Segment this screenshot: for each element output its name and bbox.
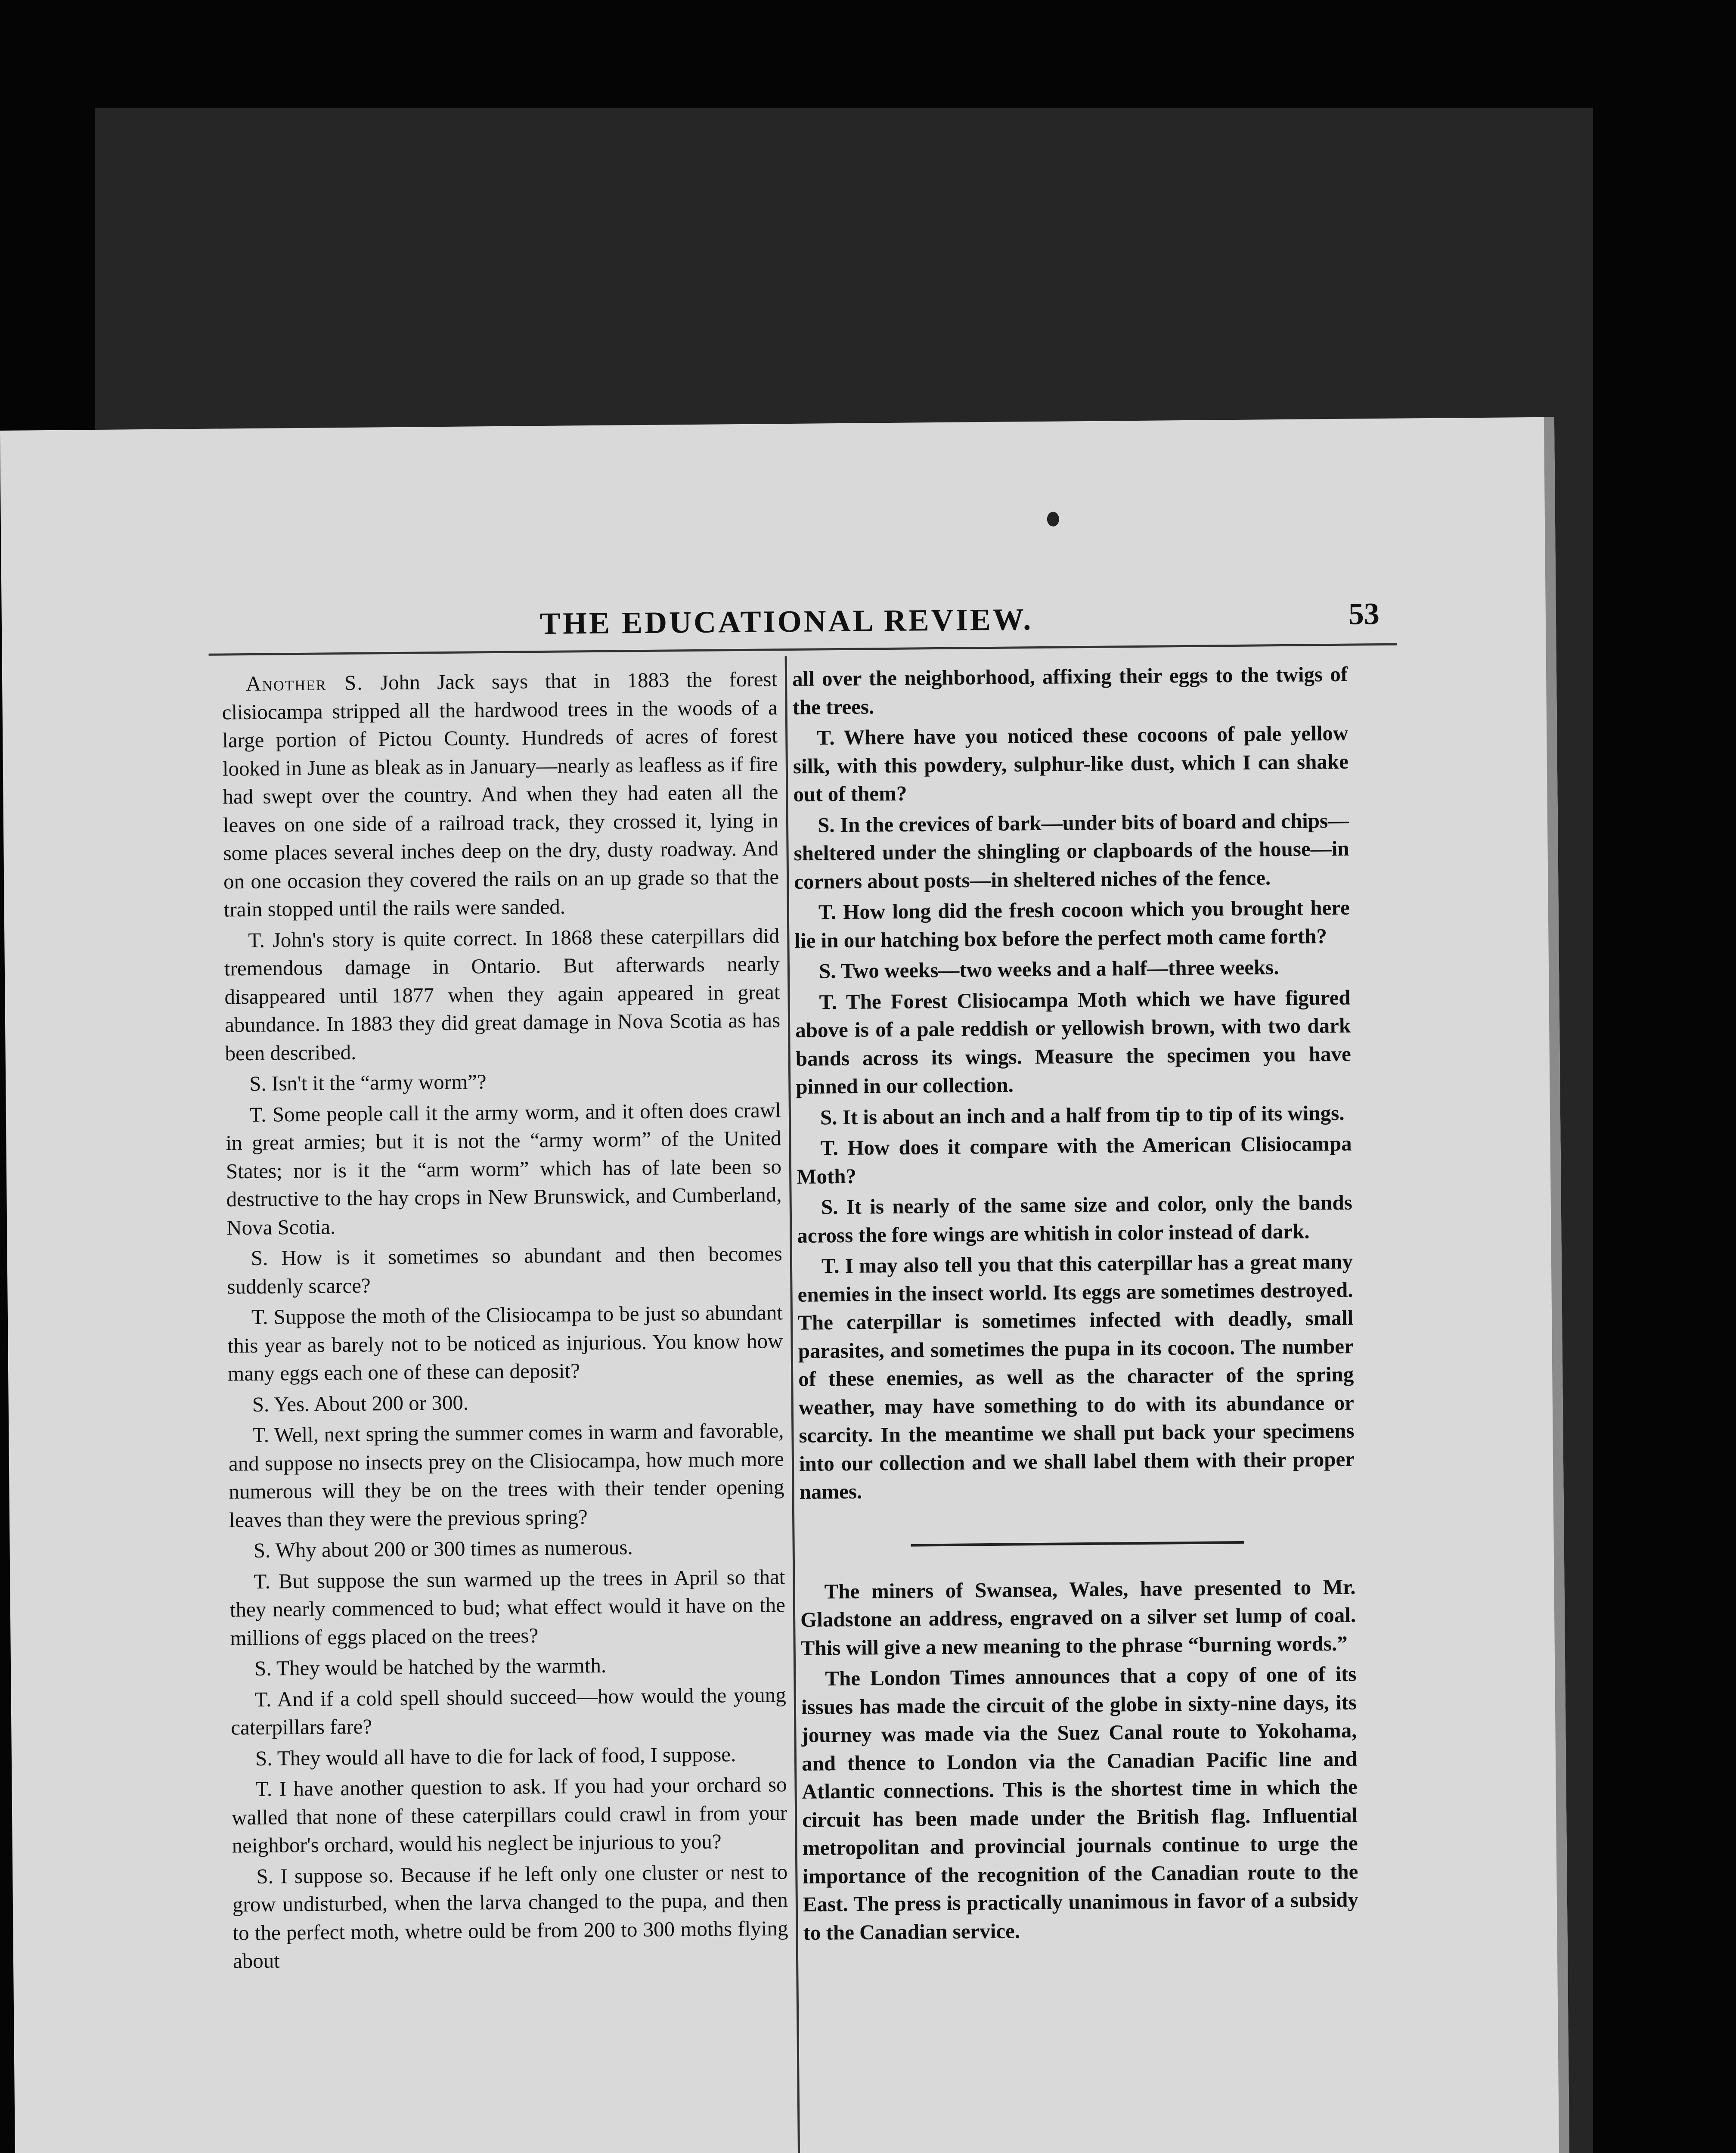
speaker-label: T. xyxy=(249,1102,267,1126)
dialogue-paragraph xyxy=(229,1563,786,1652)
journal-page xyxy=(0,417,1569,2153)
paragraph-text: John Jack says that in 1883 the forest clisiocampa stripped all the hardwood trees in the woods of a large portion of Pictou County. Hundreds of acres of forest looked in June as bleak as in January—nearly as leafless as if fire had swept over the country. And when they had eaten all the leaves on one side of a railroad track, they crossed it, lying in some places several inches deep on the dry, dusty roadway. And on one occasion they covered the rails on an up grade so that the train stopped until the rails were sanded. xyxy=(222,667,779,921)
paragraph-text: Well, next spring the summer comes in warm and favorable, and suppose no insects prey on the Clisiocampa, how much more numerous will they be on the trees with their tender opening leaves than they were the previous spring? xyxy=(228,1418,784,1532)
speaker-label: S. xyxy=(817,813,835,837)
paragraph-text: It is nearly of the same size and color, only the bands across the fore wings are whitish in color instead of dark. xyxy=(797,1190,1352,1247)
news-items xyxy=(800,1573,1358,1947)
news-paragraph: The miners of Swansea, Wales, have presented to Mr. Gladstone an address, engraved on a silver set lump of coal. This will give a new meaning to the phrase “burning words.” xyxy=(800,1575,1356,1660)
speaker-label: T. xyxy=(817,726,835,750)
section-separator xyxy=(911,1541,1244,1546)
paragraph-text: Why about 200 or 300 times as numerous. xyxy=(275,1535,633,1562)
paragraph-text: Isn't it the “army worm”? xyxy=(271,1070,487,1095)
paragraph-text: Suppose the moth of the Clisiocampa to be just so abundant this year as barely not to be noticed as injurious. You know how many eggs each one of these can deposit? xyxy=(227,1300,783,1386)
dialogue-paragraph xyxy=(226,1096,782,1242)
paragraph-text: Where have you noticed these cocoons of pale yellow silk, with this powdery, sulphur-like dust, which I can shake out of them? xyxy=(793,721,1349,806)
dialogue-paragraph xyxy=(230,1650,786,1683)
page-number: 53 xyxy=(1348,596,1380,631)
paragraph-text: How long did the fresh cocoon which you brought here lie in our hatching box before the perfect moth came forth? xyxy=(794,895,1350,952)
speaker-label: S. xyxy=(820,1105,837,1129)
speaker-label: S. xyxy=(252,1392,270,1416)
speaker-label: S. xyxy=(254,1656,272,1680)
dialogue-paragraph xyxy=(797,1188,1353,1250)
dialogue-paragraph xyxy=(224,921,781,1067)
paragraph-text: John's story is quite correct. In 1868 these caterpillars did tremendous damage in Ontario. But afterwards nearly disappeared until 1877 when they again appeared in great abundance. In 1883 they did great damage in Nova Scotia as has been described. xyxy=(224,923,781,1065)
paragraph-text: I have another question to ask. If you had your orchard so walled that none of these caterpillars could crawl in from your neighbor's orchard, would his neglect be injurious to you? xyxy=(231,1772,787,1858)
paragraph-text: And if a cold spell should succeed—how would the young caterpillars fare? xyxy=(231,1682,786,1740)
dialogue-paragraph xyxy=(793,719,1349,809)
paragraph-text: How is it sometimes so abundant and then becomes suddenly scarce? xyxy=(227,1241,782,1298)
dialogue-paragraph xyxy=(232,1858,788,1975)
paragraph-text: They would be hatched by the warmth. xyxy=(276,1653,607,1680)
right-column xyxy=(792,660,1359,1949)
speaker-label: T. xyxy=(255,1777,273,1801)
dialogue-paragraph xyxy=(795,983,1351,1101)
speaker-label: S. xyxy=(821,1195,838,1219)
speaker-label: T. xyxy=(251,1305,268,1329)
speaker-label: S. xyxy=(251,1246,268,1270)
dialogue-paragraph xyxy=(792,660,1348,721)
speaker-label: T. xyxy=(254,1687,272,1711)
speaker-label: S. xyxy=(249,1071,267,1096)
paragraph-text: Some people call it the army worm, and it often does crawl in great armies; but it is not the “army worm” of the United States; nor is it the “arm worm” which has of late been so destructive to the hay crops in New Brunswick, and Cumberland, Nova Scotia. xyxy=(226,1098,782,1239)
speaker-label: S. xyxy=(255,1746,273,1770)
dialogue-paragraph xyxy=(229,1532,785,1565)
dialogue-paragraph xyxy=(794,806,1350,896)
paragraph-text: It is about an inch and a half from tip to tip of its wings. xyxy=(842,1101,1345,1129)
dialogue-paragraph xyxy=(794,893,1350,955)
speaker-label: T. xyxy=(248,928,265,952)
dialogue-paragraph xyxy=(796,1129,1352,1191)
paragraph-text: In the crevices of bark—under bits of board and chips—sheltered under the shingling or clapboards of the house—in corners about posts—in sheltered niches of the fence. xyxy=(794,808,1349,893)
dialogue-paragraph xyxy=(796,1098,1352,1132)
dialogue-paragraph xyxy=(222,665,779,924)
paragraph-text: Yes. About 200 or 300. xyxy=(273,1390,469,1416)
dialogue-paragraph xyxy=(230,1681,786,1742)
speaker-label: T. xyxy=(819,990,837,1014)
dialogue-paragraph xyxy=(231,1740,787,1773)
paragraph-text: I may also tell you that this caterpillar has a great many enemies in the insect world. Its eggs are sometimes destroyed. The caterpillar is sometimes infected with deadly, small parasites, and sometimes the pupa in its cocoon. The number of these enemies, as well as the character of the spring weather, may have something to do with its abundance or scarcity. In the meantime we shall put back your specimens into our collection and we shall label them with their proper names. xyxy=(797,1249,1355,1504)
dialogue-continuation xyxy=(792,660,1355,1506)
paragraph-text: How does it compare with the American Clisiocampa Moth? xyxy=(796,1131,1352,1188)
paragraph-text: They would all have to die for lack of food, I suppose. xyxy=(277,1742,736,1770)
speaker-label: T. xyxy=(254,1569,271,1593)
dialogue-paragraph xyxy=(795,952,1351,986)
dialogue-paragraph xyxy=(227,1298,784,1388)
speaker-label: T. xyxy=(252,1423,270,1447)
speaker-label: T. xyxy=(821,1254,840,1278)
speaker-label: S. xyxy=(818,959,836,983)
dialogue-paragraph xyxy=(228,1386,784,1419)
left-column xyxy=(222,665,788,1978)
speaker-label: T. xyxy=(818,900,837,924)
dialogue-paragraph xyxy=(225,1065,781,1098)
paragraph-text: But suppose the sun warmed up the trees in April so that they nearly commenced to bud; what effect would it have on the millions of eggs placed on the trees? xyxy=(229,1564,786,1650)
news-paragraph: The London Times announces that a copy of one of its issues has made the circuit of the globe in sixty-nine days, its journey was made via the Suez Canal route to Yokohama, and thence to London via the Canadian Pacific line and Atlantic connections. This is the shortest time in which the circuit has been made under the British flag. Influential metropolitan and provincial journals continue to urge the importance of the recognition of the Canadian route to the East. The press is practically unanimous in favor of a subsidy to the Canadian service. xyxy=(801,1662,1359,1945)
paragraph-text: I suppose so. Because if he left only one cluster or nest to grow undisturbed, when the larva changed to the pupa, and then to the perfect moth, whetre ould be from 200 to 300 moths flying about xyxy=(232,1859,788,1973)
journal-title: THE EDUCATIONAL REVIEW. xyxy=(539,602,1033,641)
paragraph-text: The Forest Clisiocampa Moth which we have figured above is of a pale reddish or yellowish brown, with two dark bands across its wings. Measure the specimen you have pinned in our collection. xyxy=(795,985,1351,1098)
running-head xyxy=(208,596,1397,648)
dialogue-paragraph xyxy=(797,1247,1355,1506)
ink-spot xyxy=(1047,512,1059,527)
dialogue-paragraph xyxy=(228,1416,784,1534)
speaker-label: Another S. xyxy=(245,670,363,696)
speaker-label: S. xyxy=(253,1538,271,1562)
paragraph-text: all over the neighborhood, affixing their eggs to the twigs of the trees. xyxy=(792,662,1348,719)
paragraph-text: Two weeks—two weeks and a half—three weeks. xyxy=(840,955,1279,983)
header-rule xyxy=(209,643,1397,656)
speaker-label: S. xyxy=(256,1864,274,1888)
dialogue-paragraph xyxy=(231,1770,787,1860)
dialogue-paragraph xyxy=(227,1239,783,1300)
speaker-label: T. xyxy=(820,1136,839,1160)
